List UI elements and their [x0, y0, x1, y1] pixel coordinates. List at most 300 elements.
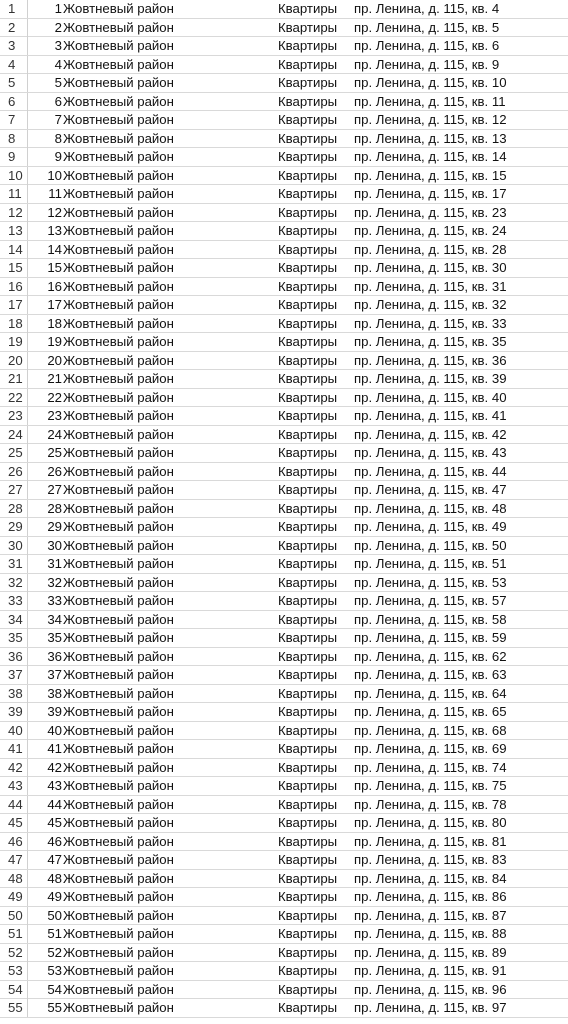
row-header[interactable]: 19	[0, 333, 28, 351]
district-cell[interactable]: Жовтневый район	[63, 796, 174, 812]
number-cell[interactable]: 54	[47, 981, 62, 997]
row-header[interactable]: 13	[0, 222, 28, 240]
address-cell[interactable]: пр. Ленина, д. 115, кв. 9	[354, 56, 500, 72]
number-cell[interactable]: 44	[47, 796, 62, 812]
row-header[interactable]: 35	[0, 629, 28, 647]
table-row	[0, 777, 568, 796]
type-cell[interactable]: Квартиры	[278, 352, 338, 368]
row-header[interactable]: 16	[0, 278, 28, 296]
type-cell[interactable]: Квартиры	[278, 19, 338, 35]
row-header[interactable]: 7	[0, 111, 28, 129]
number-cell[interactable]: 24	[47, 426, 62, 442]
table-row	[0, 111, 568, 130]
row-header[interactable]: 46	[0, 833, 28, 851]
type-cell[interactable]: Квартиры	[278, 796, 338, 812]
number-cell[interactable]: 9	[54, 149, 62, 164]
district-cell[interactable]: Жовтневый район	[63, 241, 174, 257]
table-row	[0, 37, 568, 56]
type-cell[interactable]: Квартиры	[278, 56, 338, 72]
type-cell[interactable]: Квартиры	[278, 445, 338, 460]
district-cell[interactable]: Жовтневый район	[63, 463, 174, 479]
type-cell[interactable]: Квартиры	[278, 297, 338, 312]
address-cell[interactable]: пр. Ленина, д. 115, кв. 31	[354, 278, 507, 294]
type-cell[interactable]: Квартиры	[278, 722, 338, 738]
row-header[interactable]: 18	[0, 315, 28, 333]
table-row	[0, 592, 568, 611]
type-cell[interactable]: Квартиры	[278, 260, 338, 275]
district-cell[interactable]: Жовтневый район	[63, 408, 174, 423]
type-cell[interactable]: Квартиры	[278, 778, 338, 793]
address-cell[interactable]: пр. Ленина, д. 115, кв. 63	[354, 667, 507, 682]
table-row	[0, 426, 568, 445]
district-cell[interactable]: Жовтневый район	[63, 445, 174, 460]
number-cell[interactable]: 6	[54, 93, 62, 109]
address-cell[interactable]: пр. Ленина, д. 115, кв. 59	[354, 630, 507, 645]
row-header[interactable]: 33	[0, 592, 28, 610]
district-cell[interactable]: Жовтневый район	[63, 167, 174, 183]
address-cell[interactable]: пр. Ленина, д. 115, кв. 50	[354, 537, 507, 553]
row-header[interactable]: 6	[0, 93, 28, 111]
district-cell[interactable]: Жовтневый район	[63, 926, 174, 941]
district-cell[interactable]: Жовтневый район	[63, 870, 174, 886]
type-cell[interactable]: Квартиры	[278, 833, 338, 849]
table-row	[0, 888, 568, 907]
address-cell[interactable]: пр. Ленина, д. 115, кв. 64	[354, 685, 507, 701]
type-cell[interactable]: Квартиры	[278, 593, 338, 608]
row-header[interactable]: 50	[0, 907, 28, 925]
district-cell[interactable]: Жовтневый район	[63, 815, 174, 830]
type-cell[interactable]: Квартиры	[278, 315, 338, 331]
row-header[interactable]: 20	[0, 352, 28, 370]
row-header[interactable]: 36	[0, 648, 28, 666]
row-header[interactable]: 55	[0, 999, 28, 1017]
number-cell[interactable]: 51	[47, 926, 62, 941]
number-cell[interactable]: 31	[47, 556, 62, 571]
number-cell[interactable]: 34	[47, 611, 62, 627]
district-cell[interactable]: Жовтневый район	[63, 667, 174, 682]
row-header[interactable]: 8	[0, 130, 28, 148]
table-row	[0, 204, 568, 223]
number-cell[interactable]: 3	[54, 38, 62, 53]
row-header[interactable]: 28	[0, 500, 28, 518]
row-header[interactable]: 42	[0, 759, 28, 777]
table-row	[0, 148, 568, 167]
address-cell[interactable]: пр. Ленина, д. 115, кв. 86	[354, 889, 507, 904]
type-cell[interactable]: Квартиры	[278, 149, 338, 164]
address-cell[interactable]: пр. Ленина, д. 115, кв. 30	[354, 260, 507, 275]
type-cell[interactable]: Квартиры	[278, 75, 338, 90]
type-cell[interactable]: Квартиры	[278, 648, 338, 664]
address-cell[interactable]: пр. Ленина, д. 115, кв. 75	[354, 778, 507, 793]
address-cell[interactable]: пр. Ленина, д. 115, кв. 43	[354, 445, 507, 460]
number-cell[interactable]: 7	[54, 112, 62, 127]
type-cell[interactable]: Квартиры	[278, 815, 338, 830]
row-header[interactable]: 22	[0, 389, 28, 407]
table-row	[0, 56, 568, 75]
type-cell[interactable]: Квартиры	[278, 204, 338, 220]
type-cell[interactable]: Квартиры	[278, 685, 338, 701]
address-cell[interactable]: пр. Ленина, д. 115, кв. 62	[354, 648, 507, 664]
type-cell[interactable]: Квартиры	[278, 223, 338, 238]
number-cell[interactable]: 28	[47, 500, 62, 516]
row-header[interactable]: 54	[0, 981, 28, 999]
district-cell[interactable]: Жовтневый район	[63, 741, 174, 756]
district-cell[interactable]: Жовтневый район	[63, 389, 174, 405]
address-cell[interactable]: пр. Ленина, д. 115, кв. 48	[354, 500, 507, 516]
number-cell[interactable]: 43	[47, 778, 62, 793]
address-cell[interactable]: пр. Ленина, д. 115, кв. 42	[354, 426, 507, 442]
type-cell[interactable]: Квартиры	[278, 278, 338, 294]
number-cell[interactable]: 19	[47, 334, 62, 349]
address-cell[interactable]: пр. Ленина, д. 115, кв. 24	[354, 223, 507, 238]
district-cell[interactable]: Жовтневый район	[63, 648, 174, 664]
table-row	[0, 537, 568, 556]
district-cell[interactable]: Жовтневый район	[63, 75, 174, 90]
district-cell[interactable]: Жовтневый район	[63, 56, 174, 72]
address-cell[interactable]: пр. Ленина, д. 115, кв. 58	[354, 611, 507, 627]
table-row	[0, 167, 568, 186]
address-cell[interactable]: пр. Ленина, д. 115, кв. 11	[354, 93, 506, 109]
district-cell[interactable]: Жовтневый район	[63, 722, 174, 738]
type-cell[interactable]: Квартиры	[278, 704, 338, 719]
number-cell[interactable]: 8	[54, 130, 62, 146]
number-cell[interactable]: 40	[47, 722, 62, 738]
row-header[interactable]: 37	[0, 666, 28, 684]
district-cell[interactable]: Жовтневый район	[63, 852, 174, 867]
address-cell[interactable]: пр. Ленина, д. 115, кв. 83	[354, 852, 507, 867]
type-cell[interactable]: Квартиры	[278, 112, 338, 127]
table-row	[0, 0, 568, 19]
number-cell[interactable]: 14	[47, 241, 62, 257]
district-cell[interactable]: Жовтневый район	[63, 1000, 174, 1015]
address-cell[interactable]: пр. Ленина, д. 115, кв. 68	[354, 722, 507, 738]
row-header[interactable]: 25	[0, 444, 28, 462]
type-cell[interactable]: Квартиры	[278, 334, 338, 349]
type-cell[interactable]: Квартиры	[278, 463, 338, 479]
number-cell[interactable]: 26	[47, 463, 62, 479]
number-cell[interactable]: 32	[47, 574, 62, 590]
number-cell[interactable]: 37	[47, 667, 62, 682]
number-cell[interactable]: 12	[47, 204, 62, 220]
row-header[interactable]: 11	[0, 185, 28, 203]
district-cell[interactable]: Жовтневый район	[63, 149, 174, 164]
row-header[interactable]: 26	[0, 463, 28, 481]
address-cell[interactable]: пр. Ленина, д. 115, кв. 51	[354, 556, 507, 571]
row-header[interactable]: 23	[0, 407, 28, 425]
district-cell[interactable]: Жовтневый район	[63, 519, 174, 534]
type-cell[interactable]: Квартиры	[278, 38, 338, 53]
type-cell[interactable]: Квартиры	[278, 1, 338, 16]
number-cell[interactable]: 36	[47, 648, 62, 664]
number-cell[interactable]: 38	[47, 685, 62, 701]
address-cell[interactable]: пр. Ленина, д. 115, кв. 47	[354, 482, 507, 497]
row-header[interactable]: 39	[0, 703, 28, 721]
address-cell[interactable]: пр. Ленина, д. 115, кв. 74	[354, 759, 507, 775]
district-cell[interactable]: Жовтневый район	[63, 889, 174, 904]
address-cell[interactable]: пр. Ленина, д. 115, кв. 23	[354, 204, 507, 220]
number-cell[interactable]: 17	[47, 297, 62, 312]
district-cell[interactable]: Жовтневый район	[63, 1, 174, 16]
number-cell[interactable]: 45	[47, 815, 62, 830]
number-cell[interactable]: 53	[47, 963, 62, 978]
district-cell[interactable]: Жовтневый район	[63, 352, 174, 368]
district-cell[interactable]: Жовтневый район	[63, 315, 174, 331]
address-cell[interactable]: пр. Ленина, д. 115, кв. 84	[354, 870, 507, 886]
district-cell[interactable]: Жовтневый район	[63, 611, 174, 627]
row-header[interactable]: 2	[0, 19, 28, 37]
district-cell[interactable]: Жовтневый район	[63, 186, 174, 201]
number-cell[interactable]: 42	[47, 759, 62, 775]
district-cell[interactable]: Жовтневый район	[63, 685, 174, 701]
district-cell[interactable]: Жовтневый район	[63, 704, 174, 719]
district-cell[interactable]: Жовтневый район	[63, 500, 174, 516]
row-header[interactable]: 30	[0, 537, 28, 555]
type-cell[interactable]: Квартиры	[278, 667, 338, 682]
address-cell[interactable]: пр. Ленина, д. 115, кв. 33	[354, 315, 507, 331]
number-cell[interactable]: 13	[47, 223, 62, 238]
address-cell[interactable]: пр. Ленина, д. 115, кв. 89	[354, 944, 507, 960]
district-cell[interactable]: Жовтневый район	[63, 334, 174, 349]
address-cell[interactable]: пр. Ленина, д. 115, кв. 69	[354, 741, 507, 756]
address-cell[interactable]: пр. Ленина, д. 115, кв. 96	[354, 981, 507, 997]
address-cell[interactable]: пр. Ленина, д. 115, кв. 40	[354, 389, 507, 405]
type-cell[interactable]: Квартиры	[278, 519, 338, 534]
number-cell[interactable]: 1	[54, 1, 62, 16]
address-cell[interactable]: пр. Ленина, д. 115, кв. 87	[354, 907, 507, 923]
type-cell[interactable]: Квартиры	[278, 611, 338, 627]
row-header[interactable]: 31	[0, 555, 28, 573]
address-cell[interactable]: пр. Ленина, д. 115, кв. 32	[354, 297, 507, 312]
table-row	[0, 796, 568, 815]
row-header[interactable]: 3	[0, 37, 28, 55]
number-cell[interactable]: 41	[47, 741, 62, 756]
district-cell[interactable]: Жовтневый район	[63, 482, 174, 497]
district-cell[interactable]: Жовтневый район	[63, 944, 174, 960]
table-row	[0, 962, 568, 981]
type-cell[interactable]: Квартиры	[278, 870, 338, 886]
address-cell[interactable]: пр. Ленина, д. 115, кв. 81	[354, 833, 507, 849]
row-header[interactable]: 48	[0, 870, 28, 888]
type-cell[interactable]: Квартиры	[278, 426, 338, 442]
type-cell[interactable]: Квартиры	[278, 186, 338, 201]
district-cell[interactable]: Жовтневый район	[63, 537, 174, 553]
table-row	[0, 999, 568, 1018]
row-header[interactable]: 41	[0, 740, 28, 758]
type-cell[interactable]: Квартиры	[278, 889, 338, 904]
row-header[interactable]: 43	[0, 777, 28, 795]
type-cell[interactable]: Квартиры	[278, 741, 338, 756]
address-cell[interactable]: пр. Ленина, д. 115, кв. 15	[354, 167, 507, 183]
address-cell[interactable]: пр. Ленина, д. 115, кв. 65	[354, 704, 507, 719]
number-cell[interactable]: 20	[47, 352, 62, 368]
table-row	[0, 907, 568, 926]
number-cell[interactable]: 49	[47, 889, 62, 904]
address-cell[interactable]: пр. Ленина, д. 115, кв. 53	[354, 574, 507, 590]
row-header[interactable]: 51	[0, 925, 28, 943]
row-header[interactable]: 12	[0, 204, 28, 222]
type-cell[interactable]: Квартиры	[278, 556, 338, 571]
district-cell[interactable]: Жовтневый район	[63, 112, 174, 127]
table-row	[0, 981, 568, 1000]
address-cell[interactable]: пр. Ленина, д. 115, кв. 6	[354, 38, 500, 53]
number-cell[interactable]: 52	[47, 944, 62, 960]
number-cell[interactable]: 5	[54, 75, 62, 90]
address-cell[interactable]: пр. Ленина, д. 115, кв. 49	[354, 519, 507, 534]
district-cell[interactable]: Жовтневый район	[63, 93, 174, 109]
row-header[interactable]: 38	[0, 685, 28, 703]
district-cell[interactable]: Жовтневый район	[63, 371, 174, 386]
number-cell[interactable]: 50	[47, 907, 62, 923]
number-cell[interactable]: 23	[47, 408, 62, 423]
address-cell[interactable]: пр. Ленина, д. 115, кв. 41	[354, 408, 507, 423]
number-cell[interactable]: 21	[47, 371, 62, 386]
address-cell[interactable]: пр. Ленина, д. 115, кв. 12	[354, 112, 507, 127]
row-header[interactable]: 49	[0, 888, 28, 906]
number-cell[interactable]: 46	[47, 833, 62, 849]
table-row	[0, 185, 568, 204]
district-cell[interactable]: Жовтневый район	[63, 426, 174, 442]
row-header[interactable]: 52	[0, 944, 28, 962]
number-cell[interactable]: 10	[47, 167, 62, 183]
number-cell[interactable]: 35	[47, 630, 62, 645]
type-cell[interactable]: Квартиры	[278, 944, 338, 960]
row-header[interactable]: 15	[0, 259, 28, 277]
district-cell[interactable]: Жовтневый район	[63, 981, 174, 997]
table-row	[0, 518, 568, 537]
row-header[interactable]: 47	[0, 851, 28, 869]
type-cell[interactable]: Квартиры	[278, 926, 338, 941]
district-cell[interactable]: Жовтневый район	[63, 593, 174, 608]
number-cell[interactable]: 39	[47, 704, 62, 719]
address-cell[interactable]: пр. Ленина, д. 115, кв. 44	[354, 463, 507, 479]
type-cell[interactable]: Квартиры	[278, 482, 338, 497]
type-cell[interactable]: Квартиры	[278, 500, 338, 516]
type-cell[interactable]: Квартиры	[278, 241, 338, 257]
address-cell[interactable]: пр. Ленина, д. 115, кв. 57	[354, 593, 507, 608]
number-cell[interactable]: 16	[47, 278, 62, 294]
table-row	[0, 833, 568, 852]
row-header[interactable]: 17	[0, 296, 28, 314]
address-cell[interactable]: пр. Ленина, д. 115, кв. 28	[354, 241, 507, 257]
type-cell[interactable]: Квартиры	[278, 981, 338, 997]
type-cell[interactable]: Квартиры	[278, 408, 338, 423]
row-header[interactable]: 44	[0, 796, 28, 814]
row-header[interactable]: 40	[0, 722, 28, 740]
address-cell[interactable]: пр. Ленина, д. 115, кв. 78	[354, 796, 507, 812]
row-header[interactable]: 45	[0, 814, 28, 832]
type-cell[interactable]: Квартиры	[278, 371, 338, 386]
row-header[interactable]: 32	[0, 574, 28, 592]
number-cell[interactable]: 55	[47, 1000, 62, 1015]
address-cell[interactable]: пр. Ленина, д. 115, кв. 36	[354, 352, 507, 368]
district-cell[interactable]: Жовтневый район	[63, 907, 174, 923]
district-cell[interactable]: Жовтневый район	[63, 297, 174, 312]
district-cell[interactable]: Жовтневый район	[63, 130, 174, 146]
number-cell[interactable]: 48	[47, 870, 62, 886]
row-header[interactable]: 1	[0, 0, 28, 18]
type-cell[interactable]: Квартиры	[278, 630, 338, 645]
district-cell[interactable]: Жовтневый район	[63, 204, 174, 220]
number-cell[interactable]: 18	[47, 315, 62, 331]
address-cell[interactable]: пр. Ленина, д. 115, кв. 35	[354, 334, 507, 349]
district-cell[interactable]: Жовтневый район	[63, 963, 174, 978]
table-row	[0, 278, 568, 297]
number-cell[interactable]: 25	[47, 445, 62, 460]
table-row	[0, 500, 568, 519]
district-cell[interactable]: Жовтневый район	[63, 630, 174, 645]
address-cell[interactable]: пр. Ленина, д. 115, кв. 4	[354, 1, 500, 16]
row-header[interactable]: 14	[0, 241, 28, 259]
row-header[interactable]: 27	[0, 481, 28, 499]
table-row	[0, 759, 568, 778]
address-cell[interactable]: пр. Ленина, д. 115, кв. 10	[354, 75, 507, 90]
number-cell[interactable]: 4	[54, 56, 62, 72]
district-cell[interactable]: Жовтневый район	[63, 556, 174, 571]
type-cell[interactable]: Квартиры	[278, 963, 338, 978]
row-header[interactable]: 29	[0, 518, 28, 536]
number-cell[interactable]: 2	[54, 19, 62, 35]
type-cell[interactable]: Квартиры	[278, 93, 338, 109]
district-cell[interactable]: Жовтневый район	[63, 223, 174, 238]
number-cell[interactable]: 30	[47, 537, 62, 553]
district-cell[interactable]: Жовтневый район	[63, 574, 174, 590]
table-row	[0, 944, 568, 963]
row-header[interactable]: 53	[0, 962, 28, 980]
district-cell[interactable]: Жовтневый район	[63, 778, 174, 793]
type-cell[interactable]: Квартиры	[278, 130, 338, 146]
district-cell[interactable]: Жовтневый район	[63, 833, 174, 849]
district-cell[interactable]: Жовтневый район	[63, 278, 174, 294]
type-cell[interactable]: Квартиры	[278, 574, 338, 590]
number-cell[interactable]: 33	[47, 593, 62, 608]
district-cell[interactable]: Жовтневый район	[63, 38, 174, 53]
address-cell[interactable]: пр. Ленина, д. 115, кв. 91	[354, 963, 507, 978]
type-cell[interactable]: Квартиры	[278, 907, 338, 923]
address-cell[interactable]: пр. Ленина, д. 115, кв. 88	[354, 926, 507, 941]
row-header[interactable]: 24	[0, 426, 28, 444]
address-cell[interactable]: пр. Ленина, д. 115, кв. 97	[354, 1000, 507, 1015]
row-header[interactable]: 9	[0, 148, 28, 166]
type-cell[interactable]: Квартиры	[278, 389, 338, 405]
number-cell[interactable]: 15	[47, 260, 62, 275]
row-header[interactable]: 21	[0, 370, 28, 388]
type-cell[interactable]: Квартиры	[278, 759, 338, 775]
address-cell[interactable]: пр. Ленина, д. 115, кв. 14	[354, 149, 507, 164]
district-cell[interactable]: Жовтневый район	[63, 759, 174, 775]
row-header[interactable]: 10	[0, 167, 28, 185]
type-cell[interactable]: Квартиры	[278, 1000, 338, 1015]
number-cell[interactable]: 11	[48, 186, 62, 201]
address-cell[interactable]: пр. Ленина, д. 115, кв. 17	[354, 186, 507, 201]
address-cell[interactable]: пр. Ленина, д. 115, кв. 13	[354, 130, 507, 146]
number-cell[interactable]: 27	[47, 482, 62, 497]
row-header[interactable]: 4	[0, 56, 28, 74]
type-cell[interactable]: Квартиры	[278, 852, 338, 867]
district-cell[interactable]: Жовтневый район	[63, 19, 174, 35]
row-header[interactable]: 5	[0, 74, 28, 92]
district-cell[interactable]: Жовтневый район	[63, 260, 174, 275]
number-cell[interactable]: 47	[47, 852, 62, 867]
type-cell[interactable]: Квартиры	[278, 537, 338, 553]
number-cell[interactable]: 29	[47, 519, 62, 534]
address-cell[interactable]: пр. Ленина, д. 115, кв. 5	[354, 19, 500, 35]
type-cell[interactable]: Квартиры	[278, 167, 338, 183]
address-cell[interactable]: пр. Ленина, д. 115, кв. 80	[354, 815, 507, 830]
row-header[interactable]: 34	[0, 611, 28, 629]
address-cell[interactable]: пр. Ленина, д. 115, кв. 39	[354, 371, 507, 386]
number-cell[interactable]: 22	[47, 389, 62, 405]
table-row	[0, 259, 568, 278]
